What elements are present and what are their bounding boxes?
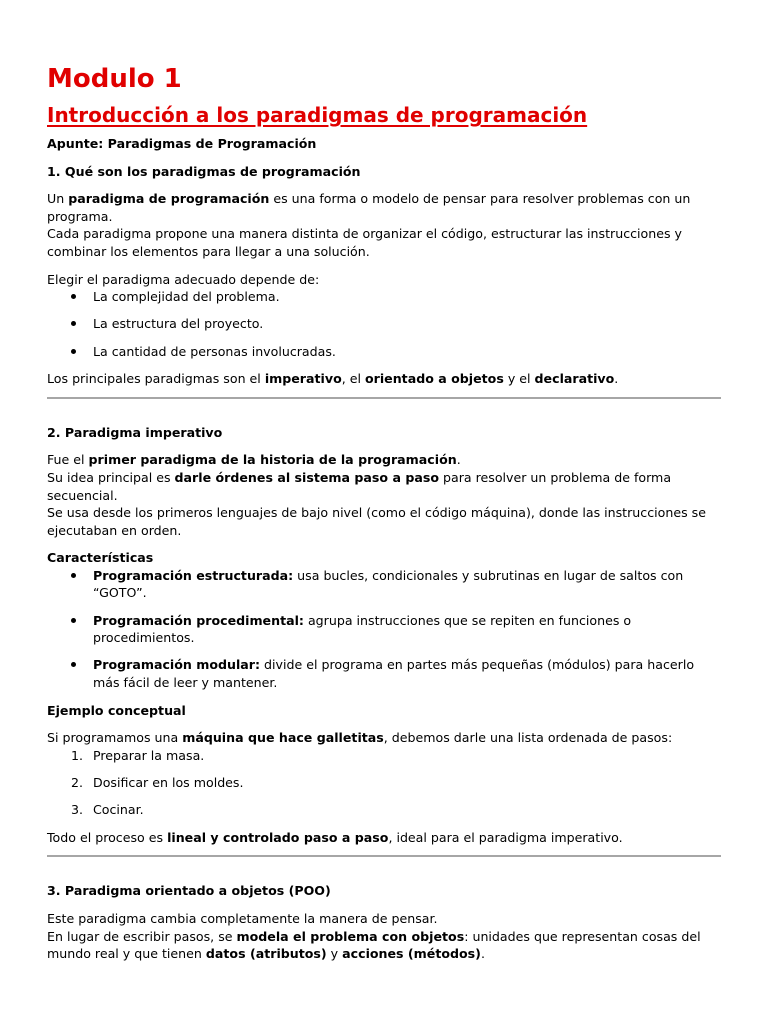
list-item (47, 801, 721, 819)
text-run: Si programamos una (47, 730, 183, 746)
section-2-paragraph-3 (47, 829, 721, 847)
section-1-paragraph-1 (47, 190, 721, 260)
emphasis: acciones (métodos) (342, 946, 481, 962)
criteria-list (47, 288, 721, 360)
section-divider (47, 855, 721, 857)
feature-term: Programación estructurada: (93, 567, 294, 583)
section-3-paragraph-1 (47, 910, 721, 963)
text-run: En lugar de escribir pasos, se (47, 928, 237, 944)
text-run: , debemos darle una lista ordenada de pasos: (383, 730, 673, 746)
list-item: La estructura del proyecto. (47, 315, 721, 333)
list-item: La cantidad de personas involucradas. (47, 343, 721, 361)
section-2-paragraph-2 (47, 729, 721, 747)
step-text: Preparar la masa. (93, 747, 205, 763)
emphasis: modela el problema con objetos (236, 928, 465, 944)
step-text: Dosificar en los moldes. (93, 775, 244, 790)
step-number: 1. (71, 747, 84, 763)
emphasis: darle órdenes al sistema paso a paso (174, 469, 439, 485)
text-run: Se usa desde los primeros lenguajes de bajo nivel (como el código máquina), donde las instrucciones se ejecutaban en orden. (47, 505, 706, 538)
section-3-heading: 3. Paradigma orientado a objetos (POO) (47, 883, 331, 899)
list-item (47, 747, 721, 765)
text-run: Su idea principal es (47, 469, 175, 485)
ejemplo-heading: Ejemplo conceptual (47, 702, 186, 718)
text-run: Fue el (47, 452, 89, 468)
emphasis: datos (atributos) (205, 946, 327, 962)
section-divider (47, 397, 721, 399)
text-run: Un (47, 191, 69, 207)
step-number: 3. (71, 802, 84, 818)
list-item (47, 656, 721, 691)
emphasis: declarativo (534, 371, 615, 387)
section-2-heading: 2. Paradigma imperativo (47, 424, 223, 440)
text-run: para resolver un problema de forma secuencial. (47, 469, 672, 503)
step-number: 2. (71, 775, 84, 790)
features-list (47, 567, 721, 692)
text-run: y (326, 946, 343, 962)
section-1-heading: 1. Qué son los paradigmas de programación (47, 163, 361, 179)
list-item: La complejidad del problema. (47, 288, 721, 306)
text-run: . (456, 452, 461, 468)
emphasis: primer paradigma de la historia de la programación (88, 452, 457, 468)
feature-term: Programación modular: (93, 657, 261, 673)
text-run: es una forma o modelo de pensar para resolver problemas con un programa. (47, 191, 691, 224)
text-run: . (480, 946, 485, 962)
list-item (47, 567, 721, 602)
feature-term: Programación procedimental: (93, 612, 304, 628)
emphasis: máquina que hace galletitas (182, 730, 384, 746)
page-title: Modulo 1 (47, 64, 182, 94)
page-subtitle: Introducción a los paradigmas de programación (47, 103, 588, 127)
emphasis: imperativo (264, 371, 342, 387)
text-run: Este paradigma cambia completamente la manera de pensar. (47, 910, 438, 926)
list-item (47, 612, 721, 647)
steps-list (47, 747, 721, 819)
text-run: . (614, 371, 619, 387)
emphasis: lineal y controlado paso a paso (167, 829, 389, 845)
section-1-paragraph-2: Elegir el paradigma adecuado depende de: (47, 271, 320, 287)
section-2-paragraph-1 (47, 451, 721, 539)
text-run: Los principales paradigmas son el (47, 371, 265, 387)
text-run: , ideal para el paradigma imperativo. (388, 829, 623, 845)
list-item (47, 774, 721, 792)
text-run: , el (341, 371, 365, 387)
apunte-label: Apunte: Paradigmas de Programación (47, 136, 317, 151)
step-text: Cocinar. (93, 802, 144, 818)
text-run: Cada paradigma propone una manera distinta de organizar el código, estructurar las instrucciones y combinar los elementos para llegar a una solución. (47, 226, 683, 259)
feature-desc: agrupa instrucciones que se repiten en funciones o procedimientos. (93, 612, 632, 646)
feature-desc: usa bucles, condicionales y subrutinas en lugar de saltos con “GOTO”. (93, 567, 684, 601)
text-run: Todo el proceso es (47, 829, 168, 845)
feature-desc: divide el programa en partes más pequeñas (módulos) para hacerlo más fácil de leer y mantener. (93, 657, 695, 691)
caracteristicas-heading: Características (47, 550, 154, 566)
text-run: y el (503, 371, 535, 387)
emphasis: orientado a objetos (364, 371, 504, 387)
emphasis: paradigma de programación (68, 191, 270, 207)
text-run: : unidades que representan cosas del mundo real y que tienen (47, 928, 701, 962)
section-1-paragraph-3 (47, 370, 721, 388)
